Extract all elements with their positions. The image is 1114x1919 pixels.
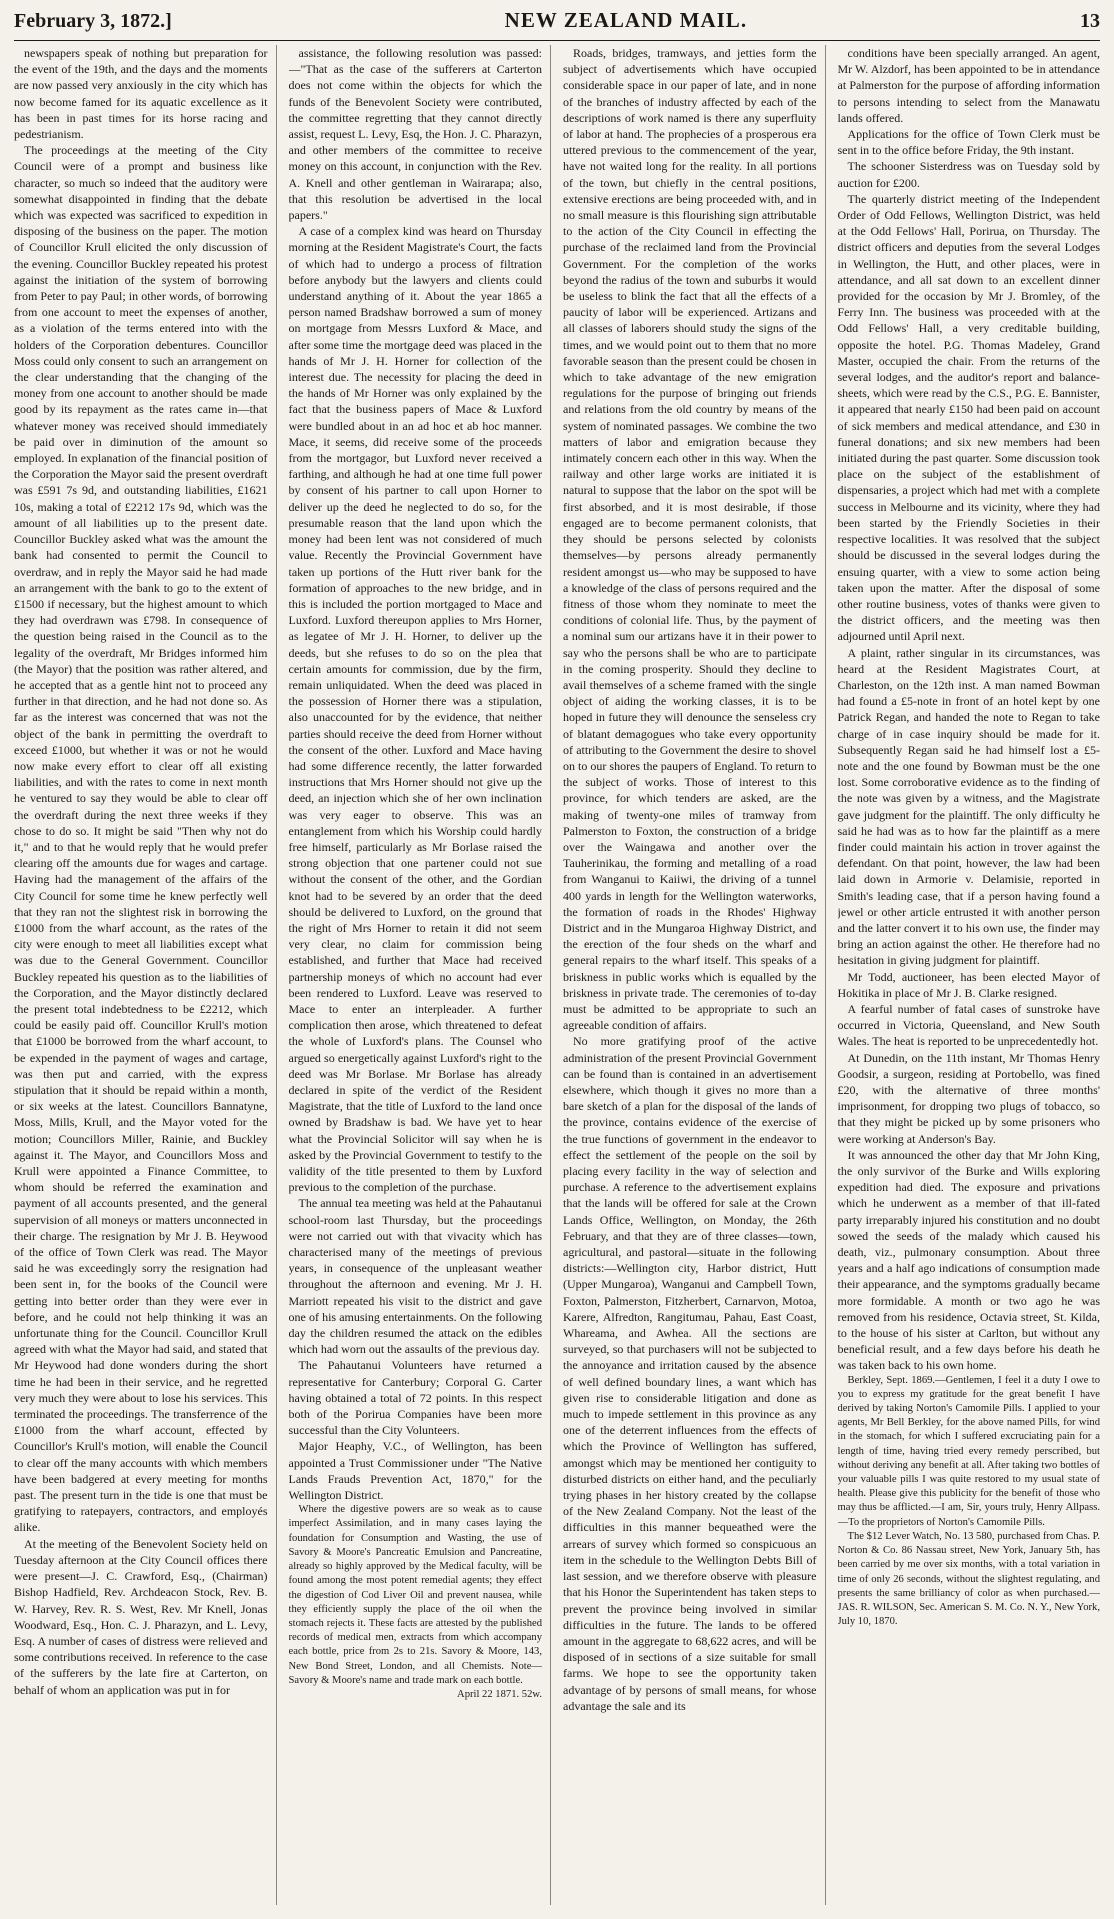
- article-paragraph: At the meeting of the Benevolent Society held on Tuesday afternoon at the City Council offices there were present—J. C. Crawford, Esq., (Chairman) Bishop Hadfield, Rev. Archdeacon Stock, Rev. B. W. Harvey, Rev. R. S. West, Rev. Mr Knell, Jonas Woodward, Esq., Hon. C. J. Pharazyn, and L. Levy, Esq. A number of cases of distress were relieved and some contributions received. In reference to the case of the sufferers by the late fire at Carterton, on behalf of whom an application was put in for: [14, 1536, 268, 1697]
- paper-title: NEW ZEALAND MAIL.: [504, 8, 748, 32]
- columns: [14, 45, 1100, 1905]
- article-paragraph: A fearful number of fatal cases of sunstroke have occurred in Victoria, Queensland, and New South Wales. The heat is reported to be unprecedentedly hot.: [837, 1001, 1100, 1049]
- page-number: 13: [1079, 10, 1100, 32]
- article-paragraph: It was announced the other day that Mr John King, the only survivor of the Burke and Wills exploring expedition had died. The exposure and privations which he underwent as a member of that ill-fated party irreparably injured his constitution and no doubt sowed the seeds of the malady which caused his death, viz., pulmonary consumption. About three years and a half ago indications of consumption made their appearance, and the symptoms gradually became more formidable. A month or two ago he was removed from his residence, Octavia street, St. Kilda, to the house of his sister at Carlton, but without any beneficial result, and a few days before his death he was taken back to his own home.: [837, 1147, 1100, 1373]
- article-paragraph: A plaint, rather singular in its circumstances, was heard at the Resident Magistrates Court, at Charleston, on the 12th inst. A man named Bowman had found a £5-note in front of an hotel kept by one Patrick Regan, and handed the note to Regan to take charge of in case inquiry should be made for it. Subsequently Regan said he had himself lost a £5-note and the one found by Bowman must be the one lost. Some corroborative evidence as to the finding of the note was given by a witness, and the Magistrate gave judgment for the plaintiff. The only difficulty he said he had was as to how far the plaintiff as a mere finder could maintain his action in trover against the defendant. On that point, however, the law had been laid down in Armorie v. Delamisie, reported in Smith's leading case, that if a person having found a jewel or other article entrusted it with another person and the latter convert it to his own use, the finder may bring an action against the other. He therefore had no hesitation in giving judgment for plaintiff.: [837, 645, 1100, 968]
- article-paragraph: Roads, bridges, tramways, and jetties form the subject of advertisements which have occupied considerable space in our paper of late, and in none of the branches of industry affected by each of the descriptions of work named is there any superfluity of labor at hand. The prophecies of a prosperous era uttered previous to the commencement of the year, have not waited long for the reality. In all portions of the town, but chiefly in the central positions, extensive erections are being proceeded with, and in no small measure is this flourishing sign attributable to the action of the City Council in effecting the purchase of the reclaimed land from the Provincial Government. For the completion of the works beyond the radius of the town and suburbs it would be useless to blink the fact that all the effects of a paucity of labor will be experienced. Artizans and all classes of laborers should study the signs of the times, and we would point out to them that no more favorable season than the present could be chosen in which to take advantage of the new emigration regulations for the purpose of bringing out friends and relations from the old country by means of the system of nominated passages. We combine the two matters of labor and emigration because they intimately concern each other in this way. When the railway and other large works are initiated it is natural to suppose that the labor on the spot will be first absorbed, and it is most desirable, if those engaged are to become permanent colonists, that they should be persons selected by colonists themselves—by persons already permanently resident amongst us—who may be supposed to have a knowledge of the class of persons required and the fitness of those whom they nominate to meet the conditions of colonial life. Thus, by the payment of a nominal sum our artizans have it in their power to say who the persons shall be who are to participate in the coming prosperity. Should they decline to avail themselves of a scheme framed with the single object of aiding the working classes, it is to be hoped in future they will denounce the senseless cry of blatant demagogues who take every opportunity of attributing to the Government the desire to shovel on to our shores the paupers of England. To return to the subject of works. Those of interest to this province, for which tenders are asked, are the making of twenty-one miles of tramway from Palmerston to Foxton, the construction of a bridge over the Waingawa and another over the Tauherinikau, the forming and metalling of a road from Wanganui to Kaiiwi, the driving of a tunnel 400 yards in length for the Wellington waterworks, the formation of roads in the Rhodes' Highway District and in the Mungaroa Highway District, and the erection of the four sheds on the wharf and general repairs to the wharf itself. This speaks of a briskness in public works which is equalled by the briskness in private trade. The ceremonies of to-day must be admitted to be appropriate to such an agreeable condition of affairs.: [563, 46, 817, 1033]
- article-paragraph: The Pahautanui Volunteers have returned a representative for Canterbury; Corporal G. Carter having obtained a total of 72 points. In this respect both of the Porirua Companies have been more successful than the City Volunteers.: [288, 1358, 542, 1438]
- article-paragraph: The schooner Sisterdress was on Tuesday sold by auction for £200.: [837, 159, 1100, 190]
- article-paragraph: Major Heaphy, V.C., of Wellington, has been appointed a Trust Commissioner under "The Native Lands Frauds Prevention Act, 1870," for the Wellington District.: [288, 1439, 542, 1503]
- column-2: [289, 45, 552, 1905]
- article-paragraph: Mr Todd, auctioneer, has been elected Mayor of Hokitika in place of Mr J. B. Clarke resigned.: [837, 969, 1100, 1000]
- article-paragraph: Applications for the office of Town Clerk must be sent in to the office before Friday, the 9th instant.: [837, 127, 1100, 158]
- article-paragraph: At Dunedin, on the 11th instant, Mr Thomas Henry Goodsir, a surgeon, residing at Portobello, was fined £20, with the alternative of three months' imprisonment, for dropping two plugs of tobacco, so that they might be picked up by some prisoners who were working at Anderson's Bay.: [837, 1050, 1100, 1146]
- issue-date: February 3, 1872.]: [14, 10, 172, 32]
- column-1: [14, 45, 277, 1905]
- article-paragraph: The annual tea meeting was held at the Pahautanui school-room last Thursday, but the proceedings were not carried out with that vivacity which has characterised many of the meetings of previous years, in consequence of the unpleasant weather throughout the afternoon and evening. Mr J. H. Marriott repeated his visit to the district and gave one of his amusing entertainments. On the following day the children resumed the attack on the edibles which had worn out the assaults of the previous day.: [288, 1196, 542, 1357]
- advertisement-savory-moore: Where the digestive powers are so weak as to cause imperfect Assimilation, and in many cases laying the foundation for Consumption and Wasting, the use of Savory & Moore's Pancreatic Emulsion and Pancreatine, already so highly approved by the Medical faculty, will be found among the most potent remedial agents; they effect the digestion of Cod Liver Oil and prevent nausea, while they efficiently supply the place of the oil when the stomach rejects it. These facts are attested by the published records of medical men, extracts from which accompany each bottle, price from 2s to 21s. Savory & Moore, 143, New Bond Street, London, and all Chemists. Note—Savory & Moore's name and trade mark on each bottle.: [288, 1504, 542, 1686]
- masthead: [14, 8, 1100, 38]
- column-3: [563, 45, 826, 1905]
- advertisement-norton-pills: Berkley, Sept. 1869.—Gentlemen, I feel it a duty I owe to you to express my gratitude for the great benefit I have derived by taking Norton's Camomile Pills. I applied to your agents, Mr Bell Berkley, for the above named Pills, for wind in the stomach, for which I suffered excruciating pain for a length of time, having tried every remedy perscribed, but without deriving any benefit at all. After taking two bottles of your valuable pills I was quite restored to my usual state of health. Please give this publicity for the benefit of those who may thus be afflicted.—I am, Sir, yours truly, Henry Allpass.—To the proprietors of Norton's Camomile Pills.: [837, 1374, 1100, 1528]
- masthead-rule: [14, 40, 1100, 41]
- article-paragraph: A case of a complex kind was heard on Thursday morning at the Resident Magistrate's Court, the facts of which had to undergo a process of filtration before anybody but the lawyers and clients could understand anything of it. About the year 1865 a person named Bradshaw borrowed a sum of money on mortgage from Messrs Luxford & Mace, and after some time the mortgage deed was placed in the hands of Mr J. H. Horner for collection of the interest due. The necessity for placing the deed in the hands of Mr Horner was only explained by the fact that the business papers of Mace & Luxford were bundled about in an ad hoc et ab hoc manner. Mace, it seems, did receive some of the proceeds from the mortgagor, but Luxford never received a farthing, and although he had at one time full power by consent of his partner to call upon Horner to deliver up the deed he neglected to do so, for the presumable reason that the land upon which the money had been lent was not considered of much value. Recently the Provincial Government have taken up portions of the Hutt river bank for the formation of approaches to the new bridge, and in this is included the portion mortgaged to Mace and Luxford. Luxford thereupon applies to Mrs Horner, as legatee of Mr J. H. Horner, to deliver up the deeds, but she refuses to do so on the plea that certain amounts for commission, due by the firm, remain unliquidated. When the deed was placed in the possession of Horner there was a stipulation, also unaccounted for by the evidence, that neither parties should receive the deed from Horner without the consent of the other. Luxford and Mace having had some difference recently, the latter forwarded instructions that Mrs Horner should not give up the deed, an injection which she of her own inclination was very eager to observe. This was an entanglement from which his Worship could hardly free himself, particularly as Mr Borlase raised the strong objection that one partener could not sue without the consent of the other, and the Gordian knot had to be severed by an order that the deed should be delivered to Luxford, on the ground that the right of Mrs Horner to retain it did not seem very clear, no claim for commission being established, and further that Mace had received partnership moneys of which no account had ever been rendered to Luxford. Leave was reserved to Mace to enter an interpleader. A further complication then arose, which threatened to defeat the whole of Luxford's plans. The Counsel who argued so energetically against Luxford's right to the deed was Mr Borlase. Mr Borlase has already declared in spite of the verdict of the Resident Magistrate, that the title of Luxford to the land once owned by Bradshaw is bad. We have yet to hear what the Provincial Solicitor will say when he is asked by the Provincial Government to testify to the validity of the title presented to them by Luxford previous to the completion of the purchase.: [288, 224, 542, 1195]
- advertisement-date: April 22 1871. 52w.: [457, 1688, 542, 1700]
- article-paragraph: No more gratifying proof of the active administration of the present Provincial Government can be found than is contained in an advertisement elsewhere, which though it gives no more than a bare sketch of a plan for the disposal of the lands of the province, contains evidence of the exercise of the true functions of government in the endeavor to effect the settlement of the people on the soil by placing every facility in the way of selection and purchase. A reference to the advertisement explains that the lands will be offered for sale at the Crown Lands Office, Wellington, on Monday, the 26th February, and that they are of three classes—town, agricultural, and pastoral—situate in the following districts:—Wellington city, Harbor district, Hutt (Upper Mungaroa), Wanganui and Campbell Town, Foxton, Palmerston, Fitzherbert, Carnarvon, Motoa, Karere, Alfredton, Rangitumau, Pahau, East Coast, Whareama, and Awhea. All the sections are surveyed, so that purchasers will not be subjected to the annoyance and irritation caused by the absence of well defined boundary lines, a want which has given rise to considerable litigation and done as much to impede settlement in this province as any one of the deterrent influences from the effects of which the Province of Wellington has suffered, amongst which may be mentioned her contiguity to disturbed districts on either hand, and the peculiarly trying phases in her history created by the collapse of the New Zealand Company. Not the least of the difficulties in this manner bequeathed were the arrears of survey which formed so conspicuous an item in the schedule to the Wellington Debts Bill of last session, and we therefore observe with pleasure that his Honor the Superintendent has taken steps to prevent the province being involved in similar difficulties in the future. The lands to be offered amount in the aggregate to 68,622 acres, and will be disposed of in sections of a size suitable for small farms. We hope to see the opportunity taken advantage of by persons of small means, for whose advantage the sale and its: [563, 1034, 817, 1713]
- article-paragraph: The quarterly district meeting of the Independent Order of Odd Fellows, Wellington District, was held at the Odd Fellows' Hall, Porirua, on Thursday. The district officers and deputies from the several Lodges in Wellington, the Hutt, and other places, were in attendance, and all sat down to an excellent dinner provided for the occasion by Mr J. Bromley, of the Ferry Inn. The business was proceeded with at the Odd Fellows' Hall, a very creditable building, opposite the hotel. P.G. Thomas Madeley, Grand Master, occupied the chair. From the returns of the several lodges, and the auditor's report and balance-sheets, which were read by the C.S., P.G. E. Bannister, it appeared that nearly £150 had been paid on account of sick members and medical attendance, and £30 in funeral donations; and six new members had been initiated during the past quarter. Some discussion took place on the subject of the establishment of dispensaries, a project which had met with a complete success in Melbourne and its vicinity, where they had been started by the Friendly Societies in their respective localities. It was resolved that the subject should be discussed in the several lodges during the ensuing quarter, with a view to some action being taken upon the matter. After the disposal of some other routine business, votes of thanks were given to the district officers, and the meeting was then adjourned until April next.: [837, 191, 1100, 644]
- article-paragraph: assistance, the following resolution was passed:—"That as the case of the sufferers at Carterton does not come within the objects for which the funds of the Benevolent Society were contributed, the committee regretting that they cannot directly assist, request L. Levy, Esq, the Hon. J. C. Pharazyn, and other members of the committee to receive money on this account, in conjunction with the Rev. A. Knell and other gentleman in Wairarapa; also, that this resolution be advertised in the local papers.": [288, 46, 543, 223]
- article-paragraph: newspapers speak of nothing but preparation for the event of the 19th, and the days and the moments are now passed very anxiously in the city which has now become famed for its aquatic excellence as it has been in past times for its horse racing and pedestrianism.: [14, 46, 268, 142]
- advertisement-lever-watch: The $12 Lever Watch, No. 13 580, purchased from Chas. P. Norton & Co. 86 Nassau street, New York, January 5th, has been carried by me over six months, with a total variation in time of only 26 seconds, without the slightest regulating, and presents the same brilliancy of color as when purchased.—JAS. R. WILSON, Sec. American S. M. Co. N. Y., New York, July 10, 1870.: [837, 1530, 1100, 1628]
- column-4: [838, 45, 1101, 1905]
- article-paragraph: conditions have been specially arranged. An agent, Mr W. Alzdorf, has been appointed to be in attendance at Palmerston for the purpose of affording information to persons intending to select from the Manawatu lands offered.: [837, 46, 1100, 125]
- article-paragraph: The proceedings at the meeting of the City Council were of a prompt and business like character, so much so indeed that the auditory were somewhat disappointed in finding that the debate which was expected was sacrificed to expedition in disposing of the business on the paper. The motion of Councillor Krull elicited the only discussion of the evening. Councillor Buckley repeated his protest against the initiation of the system of borrowing from Peter to pay Paul; in other words, of borrowing from one account to meet the expenses of another, as a violation of the terms entered into with the holders of the Corporation debentures. Councillor Moss could only consent to such an arrangement on the clear understanding that the changing of the money from one account to another should be made good by its repayment as the rates came in—that whatever money was received should immediately be paid over in diminution of the amount so employed. In explanation of the financial position of the Corporation the Mayor said the present overdraft was £591 7s 9d, and outstanding liabilities, £1621 10s, making a total of £2212 17s 9d, which was the amount of all liabilities up to the present date. Councillor Buckley asked what was the amount the bank had consented to permit the Council to overdraw, and in reply the Mayor said he had made an arrangement with the bank to go to the extent of £1500 if necessary, but the highest amount to which they had overdrawn was £798. In consequence of the question being raised in the Council as to the legality of the overdraft, Mr Bridges informed him (the Mayor) that the position was rather altered, and he accepted that as a gentle hint not to proceed any further in that direction, and he had not done so. As far as the interest was concerned that was not the object of the bank in permitting the overdraft to exceed £1000, but whether it was or not he would now make every effort to clear off all existing liabilities, and with the rates to come in next month he ventured to say they would be able to clear off the overdraft during the next three weeks if they chose to do so. It might be said "Then why not do it," and to that he would reply that he would prefer clearing off the amounts due for wages and cartage. Having had the management of the affairs of the City Council for some time he knew perfectly well that they ran not the slightest risk in borrowing the £1000 from the wharf account, as the rates of the city were enough to meet all liabilities except what was due to the General Government. Councillor Buckley repeated his question as to the liabilities of the Corporation, and the Mayor distinctly declared the present total indebtedness to be £2212, which could be easily paid off. Councillor Krull's motion that £1000 be borrowed from the wharf account, to be expended in the payment of wages and cartage, was then put and carried, with the express stipulation that it should be repaid within a month, or six weeks at the latest. Councillors Bannatyne, Moss, Mills, Krull, and the Mayor voted for the motion; Councillors Miller, Rainie, and Buckley against it. The Mayor, and Councillors Moss and Krull were appointed a Finance Committee, to whom should be referred the examination and payment of all accounts presented, and the general supervision of all moneys or matters unconnected in their charge. The resignation by Mr J. B. Heywood of the office of Town Clerk was read. The Mayor said he was exceedingly sorry the resignation had been sent in, for the books of the Council were getting into better order than they were ever in before, and he could not help thinking it was an unfortunate thing for the Council. Councillor Krull agreed with what the Mayor had said, and stated that Mr Heywood had done wonders during the short time he had been in their service, and he regretted very much they were about to lose his services. This terminated the proceedings. The transferrence of the £1000 from the wharf account, effected by Councillor's Krull's motion, will enable the Council to clear off the many accounts with which members have been badgered at every meeting for months past. The present turn in the tide is one that must be gratifying to ratepayers, contractors, and employés alike.: [14, 143, 268, 1535]
